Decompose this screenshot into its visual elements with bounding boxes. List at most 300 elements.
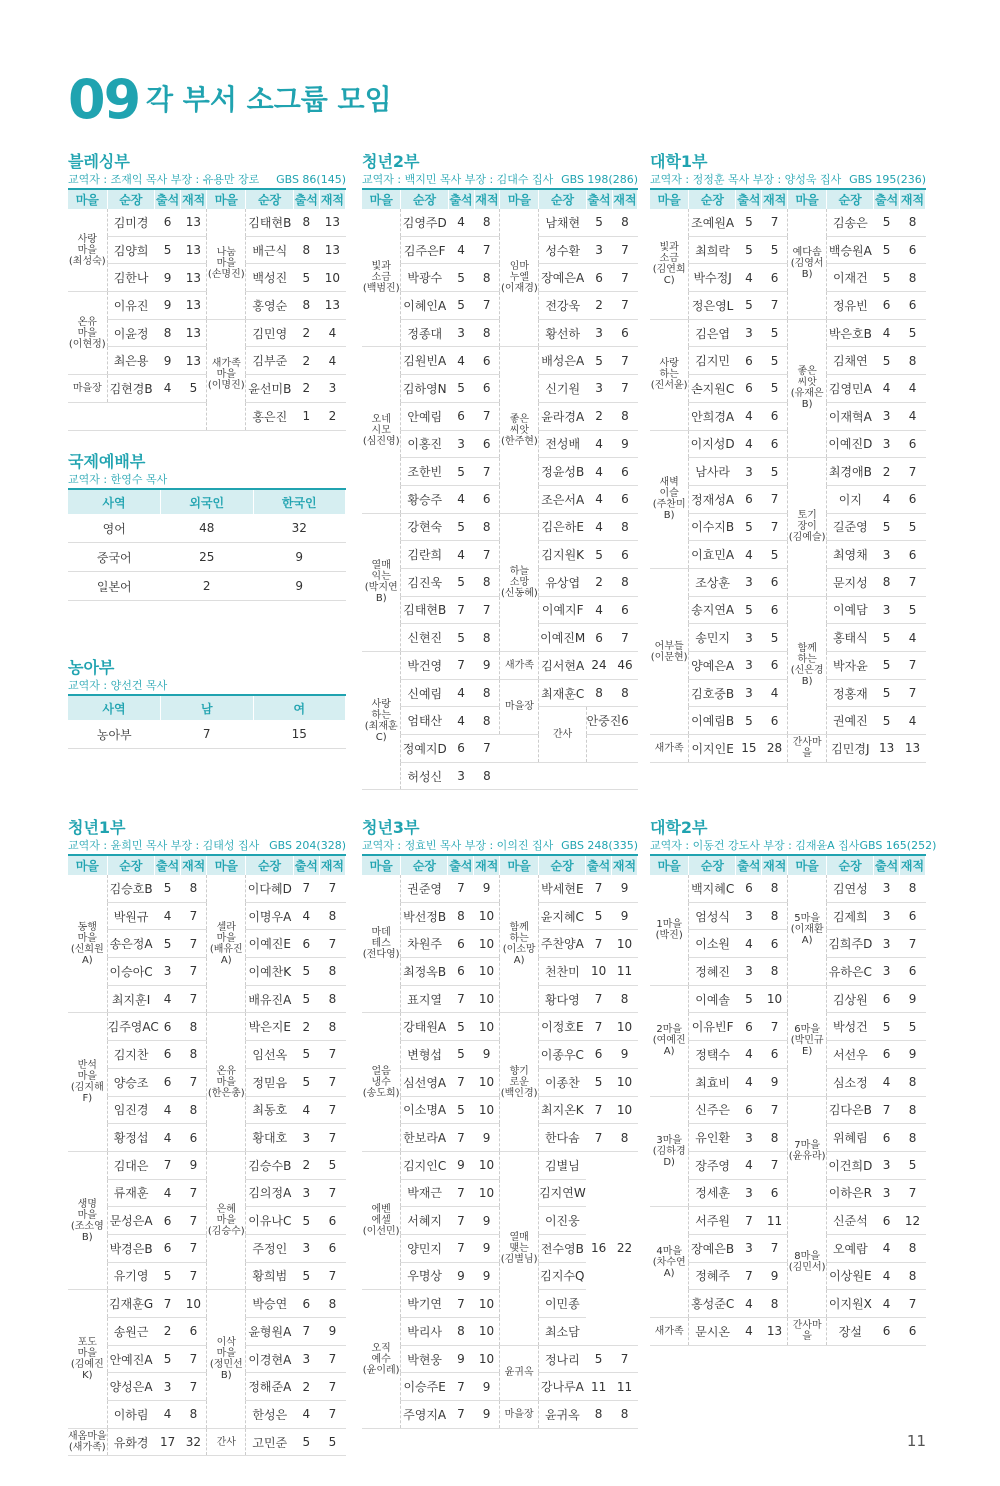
attendance: 2: [293, 319, 319, 347]
village-label: 마을장: [500, 679, 539, 734]
section-title: 대학2부: [650, 818, 708, 837]
attendance: 6: [293, 930, 319, 958]
leader-name: 김양희: [107, 236, 154, 264]
leader-name: 김승수B: [246, 1151, 293, 1179]
enrollment: 8: [612, 209, 638, 236]
leader-name: 서주원: [689, 1207, 736, 1235]
cell: 32: [253, 514, 346, 543]
leader-name: 김채연: [827, 347, 874, 375]
attendance: 3: [293, 1124, 319, 1152]
attendance: 4: [874, 1234, 900, 1262]
attendance: 9: [448, 1262, 474, 1290]
attendance: 7: [448, 1401, 474, 1429]
table-row: [650, 735, 926, 763]
enrollment: 6: [762, 402, 788, 430]
attendance: 6: [155, 1013, 181, 1041]
enrollment: 10: [474, 1013, 500, 1041]
col-header: 출석: [874, 190, 900, 209]
enrollment: 7: [900, 679, 926, 707]
enrollment: 7: [181, 1207, 207, 1235]
attendance: 3: [293, 1345, 319, 1373]
enrollment: 8: [762, 875, 788, 902]
village-label: 마을장: [68, 375, 107, 403]
enrollment: 6: [900, 430, 926, 458]
enrollment: 10: [474, 1345, 500, 1373]
enrollment: 6: [612, 596, 638, 624]
table-row: [68, 875, 346, 902]
attendance: 2: [586, 292, 612, 320]
leader-name: 홍영순: [246, 292, 293, 320]
leader-name: 조은서A: [539, 485, 586, 513]
attendance: 5: [586, 541, 612, 569]
attendance: 7: [736, 1262, 762, 1290]
attendance: 5: [155, 875, 181, 902]
enrollment: 9: [474, 652, 500, 680]
col-header: 한국인: [253, 490, 346, 514]
attendance: 5: [874, 679, 900, 707]
enrollment: 5: [900, 1013, 926, 1041]
attendance: 2: [586, 568, 612, 596]
enrollment: 4: [900, 707, 926, 735]
table-row: [362, 875, 638, 902]
enrollment: 3: [319, 375, 345, 403]
section-number: 09: [68, 68, 140, 131]
leader-name: 신예림: [401, 679, 448, 707]
col-header: 외국인: [161, 490, 254, 514]
leader-name: 양성은A: [107, 1373, 154, 1401]
attendance: 5: [736, 513, 762, 541]
leader-name: 남사라: [689, 458, 736, 486]
attendance: 5: [155, 1345, 181, 1373]
col-header: 출석: [586, 856, 612, 875]
attendance: 2: [293, 1373, 319, 1401]
enrollment: 8: [474, 209, 500, 236]
col-header: 재적: [319, 856, 345, 875]
leader-name: 안예림: [401, 402, 448, 430]
enrollment: 8: [612, 402, 638, 430]
leader-name: 유기영: [107, 1262, 154, 1290]
section-meta: [362, 172, 638, 190]
attendance: 5: [586, 1345, 612, 1373]
attendance: 4: [448, 236, 474, 264]
village-label: 간사마을: [788, 735, 827, 763]
enrollment: 8: [900, 1234, 926, 1262]
enrollment: 8: [762, 958, 788, 986]
attendance: 7: [293, 875, 319, 902]
deaf-section: [68, 658, 346, 749]
attendance: 7: [448, 1068, 474, 1096]
attendance: 4: [874, 1068, 900, 1096]
leader-name: 유하은C: [827, 958, 874, 986]
enrollment: 8: [900, 1068, 926, 1096]
enrollment: 5: [319, 1151, 345, 1179]
leader-name: 배유진A: [246, 985, 293, 1013]
attendance: 6: [874, 1124, 900, 1152]
leader-name: 변형섭: [401, 1041, 448, 1069]
enrollment: 7: [474, 292, 500, 320]
enrollment: 9: [474, 1262, 500, 1290]
enrollment: 7: [474, 402, 500, 430]
village-label: 좋은 씨앗 (유재은B): [788, 319, 827, 457]
attendance: 5: [293, 264, 319, 292]
attendance: 9: [155, 347, 181, 375]
enrollment: 8: [762, 902, 788, 930]
village-label: 새가족: [500, 652, 539, 680]
attendance: 5: [874, 513, 900, 541]
leader-name: 김민경J: [827, 735, 874, 763]
col-header: 순장: [107, 856, 154, 875]
col-header: 출석: [155, 856, 181, 875]
enrollment: 7: [900, 458, 926, 486]
attendance: 4: [293, 902, 319, 930]
leader-name: 김희주D: [827, 930, 874, 958]
group-table: [68, 856, 346, 1456]
table-row: [362, 735, 638, 763]
leader-name: 장설: [827, 1318, 874, 1346]
leader-name: 김주영AC: [107, 1013, 154, 1041]
leader-name: 강태원A: [401, 1013, 448, 1041]
enrollment: 8: [900, 875, 926, 902]
cell: 48: [161, 514, 254, 543]
attendance: 5: [874, 347, 900, 375]
village-label: 예다솜 (김영서B): [788, 209, 827, 319]
attendance: 6: [155, 1234, 181, 1262]
enrollment: 9: [474, 1207, 500, 1235]
enrollment: 8: [612, 985, 638, 1013]
attendance: 7: [448, 1373, 474, 1401]
village-label: 은혜 마을 (김승수): [207, 1151, 246, 1289]
leader-name: 윤선미B: [246, 375, 293, 403]
village-label: 새벽 이슬 (주찬미B): [650, 430, 689, 568]
enrollment: 13: [181, 319, 207, 347]
attendance: 5: [448, 1096, 474, 1124]
col-header: 마을: [500, 856, 539, 875]
enrollment: 8: [319, 1013, 345, 1041]
enrollment: 7: [900, 652, 926, 680]
attendance: 8: [448, 1318, 474, 1346]
table-row: [650, 875, 926, 902]
col-header: 재적: [319, 190, 345, 209]
leader-name: 문지성: [827, 568, 874, 596]
leader-name: 정세훈: [689, 1179, 736, 1207]
enrollment: 6: [762, 707, 788, 735]
village-label: 윤귀옥: [500, 1345, 539, 1400]
enrollment: 6: [474, 430, 500, 458]
enrollment: 9: [474, 875, 500, 902]
attendance: 4: [736, 541, 762, 569]
leader-name: 김별님: [539, 1151, 586, 1179]
attendance: 3: [736, 1179, 762, 1207]
attendance: 6: [736, 875, 762, 902]
enrollment: 8: [474, 513, 500, 541]
attendance: 3: [155, 958, 181, 986]
enrollment: 7: [762, 1096, 788, 1124]
cell: 25: [161, 543, 254, 572]
enrollment: 13: [181, 236, 207, 264]
attendance: 3: [155, 1373, 181, 1401]
enrollment: 10: [474, 902, 500, 930]
attendance: 9: [155, 264, 181, 292]
attendance: 2: [293, 1151, 319, 1179]
col-header: 출석: [155, 190, 181, 209]
enrollment: 7: [319, 930, 345, 958]
leader-name: 윤형원A: [246, 1318, 293, 1346]
attendance: 7: [586, 930, 612, 958]
enrollment: 9: [474, 1373, 500, 1401]
leader-name: 박세현E: [539, 875, 586, 902]
leader-name: 양민지: [401, 1234, 448, 1262]
summary-table: [68, 490, 346, 601]
leader-info: 교역자 : 백지민 목사 부장 : 김대수 집사: [362, 173, 554, 186]
table-row: [362, 347, 638, 375]
attendance: 4: [448, 541, 474, 569]
attendance: 3: [874, 1179, 900, 1207]
cell: [612, 762, 638, 790]
leader-name: 김승호B: [107, 875, 154, 902]
leader-name: 정예지D: [401, 735, 448, 763]
section-meta: [68, 678, 346, 696]
leader-name: 서선우: [827, 1041, 874, 1069]
cell: [181, 402, 207, 430]
leader-name: 이홍진: [401, 430, 448, 458]
enrollment: 46: [612, 652, 638, 680]
leader-name: 주영지A: [401, 1401, 448, 1429]
leader-name: 이하은R: [827, 1179, 874, 1207]
enrollment: 8: [474, 624, 500, 652]
attendance: 5: [736, 707, 762, 735]
village-label: 간사: [539, 707, 586, 762]
attendance: 4: [155, 1401, 181, 1429]
leader-info: 교역자 : 정정훈 목사 부장 : 양성욱 집사: [650, 173, 842, 186]
attendance: 9: [155, 292, 181, 320]
attendance: 8: [293, 209, 319, 236]
enrollment: 9: [474, 1041, 500, 1069]
leader-name: 박현웅: [401, 1345, 448, 1373]
col-header: 순장: [401, 190, 448, 209]
table-row: [650, 1207, 926, 1235]
attendance: 6: [874, 1041, 900, 1069]
attendance: 5: [448, 292, 474, 320]
enrollment: 11: [612, 1373, 638, 1401]
section-meta: [68, 838, 346, 856]
leader-name: 류재훈: [107, 1179, 154, 1207]
leader-name: 김부준: [246, 347, 293, 375]
village-label: 4마을 (차수연A): [650, 1207, 689, 1318]
section-meta: [650, 172, 926, 190]
attendance: 4: [155, 902, 181, 930]
attendance: 5: [293, 1262, 319, 1290]
col-header: 사역: [68, 696, 161, 720]
cell: 7: [161, 720, 254, 749]
enrollment: 9: [762, 1068, 788, 1096]
leader-name: 이소명A: [401, 1096, 448, 1124]
village-label: 새가족: [650, 1318, 689, 1346]
leader-name: 이예림B: [689, 707, 736, 735]
leader-name: 송원근: [107, 1318, 154, 1346]
leader-name: 한다솜: [539, 1124, 586, 1152]
enrollment: 10: [612, 1068, 638, 1096]
village-label: 동행 마을 (신희원A): [68, 875, 107, 1013]
leader-name: 박기연: [401, 1290, 448, 1318]
attendance: 6: [155, 1207, 181, 1235]
leader-name: 황다영: [539, 985, 586, 1013]
attendance: 7: [155, 1290, 181, 1318]
leader-name: 남채현: [539, 209, 586, 236]
village-label: 열매 익는 (박지연B): [362, 513, 401, 651]
leader-name: 심소정: [827, 1068, 874, 1096]
attendance: 3: [874, 541, 900, 569]
attendance: 3: [874, 430, 900, 458]
col-header: 순장: [827, 856, 874, 875]
leader-name: 박리사: [401, 1318, 448, 1346]
attendance: 5: [448, 624, 474, 652]
enrollment: 7: [900, 1290, 926, 1318]
attendance: 7: [155, 1151, 181, 1179]
table-row: [650, 1096, 926, 1124]
leader-name: 이건희D: [827, 1151, 874, 1179]
village-label: 사랑 마을 (최성숙): [68, 209, 107, 292]
leader-name: 박은지E: [246, 1013, 293, 1041]
attendance: 7: [448, 596, 474, 624]
cell: [539, 762, 586, 790]
leader-name: 임진경: [107, 1096, 154, 1124]
attendance: 3: [293, 1179, 319, 1207]
enrollment: 8: [900, 1096, 926, 1124]
enrollment: 8: [319, 1290, 345, 1318]
enrollment: 7: [474, 236, 500, 264]
attendance: 3: [736, 1234, 762, 1262]
enrollment: 10: [181, 1290, 207, 1318]
leader-name: 임선옥: [246, 1041, 293, 1069]
attendance: 3: [736, 1124, 762, 1152]
leader-name: 김란희: [401, 541, 448, 569]
leader-name: 김지인C: [401, 1151, 448, 1179]
table-row: [68, 1428, 346, 1456]
attendance: 5: [448, 264, 474, 292]
leader-name: 김다은B: [827, 1096, 874, 1124]
leader-name: 이효민A: [689, 541, 736, 569]
youth2-section: [362, 152, 638, 790]
attendance: 5: [293, 985, 319, 1013]
leader-name: 김상원: [827, 985, 874, 1013]
village-label: 얼음 냉수 (송도희): [362, 1013, 401, 1151]
enrollment: 10: [612, 1096, 638, 1124]
attendance: 7: [586, 985, 612, 1013]
enrollment: 10: [319, 264, 345, 292]
col-header: 출석: [448, 190, 474, 209]
enrollment: 10: [474, 1096, 500, 1124]
enrollment: 5: [762, 624, 788, 652]
leader-name: 박수정J: [689, 264, 736, 292]
leader-name: 이예진D: [827, 430, 874, 458]
leader-name: 이재건: [827, 264, 874, 292]
leader-name: 박은호B: [827, 319, 874, 347]
enrollment: 7: [181, 958, 207, 986]
col-header: 마을: [362, 190, 401, 209]
attendance: 7: [736, 1207, 762, 1235]
cell: 2: [161, 572, 254, 601]
enrollment: 8: [319, 985, 345, 1013]
attendance: 5: [874, 624, 900, 652]
leader-name: 이상원E: [827, 1262, 874, 1290]
attendance: 3: [874, 402, 900, 430]
col-header: 재적: [181, 856, 207, 875]
village-label: 온유 마을 (한은총): [207, 1013, 246, 1151]
leader-name: 이민종: [539, 1290, 586, 1318]
village-label: 향기 로운 (백인경): [500, 1013, 539, 1151]
attendance: 3: [874, 958, 900, 986]
enrollment: 8: [900, 264, 926, 292]
enrollment: 9: [612, 430, 638, 458]
leader-name: 윤라경A: [539, 402, 586, 430]
leader-name: 김은엽: [689, 319, 736, 347]
leader-name: 양예은A: [689, 652, 736, 680]
village-label: 1마을 (박진): [650, 875, 689, 985]
attendance: 9: [448, 1151, 474, 1179]
attendance: 7: [448, 985, 474, 1013]
attendance: 4: [874, 375, 900, 403]
enrollment: 10: [474, 1290, 500, 1318]
attendance: 7: [448, 1290, 474, 1318]
leader-name: 정종대: [401, 319, 448, 347]
col-header: 출석: [736, 856, 762, 875]
attendance: 5: [586, 1068, 612, 1096]
attendance: 5: [874, 236, 900, 264]
leader-name: 황승주: [401, 485, 448, 513]
attendance: 6: [448, 958, 474, 986]
enrollment: 6: [900, 1318, 926, 1346]
leader-name: 장주영: [689, 1151, 736, 1179]
attendance: 4: [736, 430, 762, 458]
col-header: 여: [253, 696, 346, 720]
enrollment: 5: [900, 513, 926, 541]
enrollment: 8: [474, 319, 500, 347]
attendance: 7: [293, 1318, 319, 1346]
attendance: 3: [874, 902, 900, 930]
attendance: 6: [586, 624, 612, 652]
leader-name: 백성진: [246, 264, 293, 292]
attendance: 4: [736, 264, 762, 292]
attendance: 6: [586, 1041, 612, 1069]
section-title: 청년1부: [68, 818, 126, 837]
village-label: 빛과 소금 (김연희C): [650, 209, 689, 319]
leader-name: 이지성D: [689, 430, 736, 458]
village-label: 에벤 에셀 (이선민): [362, 1151, 401, 1289]
leader-name: 이예진M: [539, 624, 586, 652]
enrollment: 8: [319, 958, 345, 986]
attendance: 7: [586, 1096, 612, 1124]
enrollment: 6: [762, 568, 788, 596]
table-row: [68, 1151, 346, 1179]
leader-name: 정재성A: [689, 485, 736, 513]
leader-name: 송민지: [689, 624, 736, 652]
attendance: 5: [736, 985, 762, 1013]
leader-name: 이정호E: [539, 1013, 586, 1041]
attendance: 4: [448, 707, 474, 735]
attendance: 5: [874, 264, 900, 292]
enrollment: 7: [474, 596, 500, 624]
enrollment: 2: [319, 402, 345, 430]
attendance: 4: [155, 1096, 181, 1124]
leader-name: 주정인: [246, 1234, 293, 1262]
attendance: 6: [874, 292, 900, 320]
attendance: 8: [293, 292, 319, 320]
enrollment: 6: [762, 1179, 788, 1207]
leader-name: 이윤정: [107, 319, 154, 347]
enrollment: 4: [900, 402, 926, 430]
col-header: 순장: [246, 190, 293, 209]
enrollment: 6: [181, 1124, 207, 1152]
